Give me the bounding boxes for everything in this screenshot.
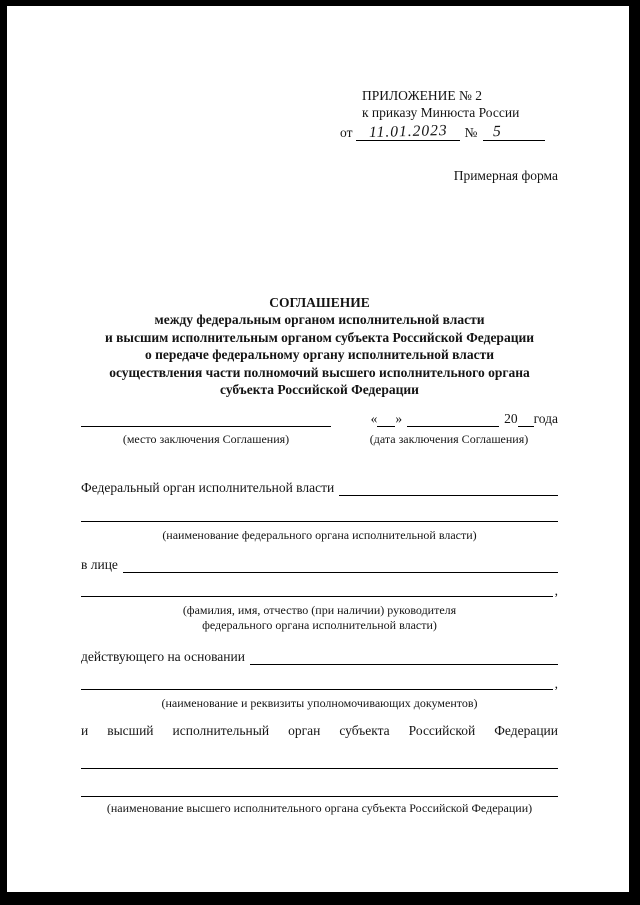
number-sign: № (464, 125, 478, 140)
in-person-label: в лице (81, 556, 118, 572)
federal-body-row (81, 479, 558, 496)
title-line-5: осуществления части полномочий высшего исполнительного органа (109, 364, 530, 380)
docs-caption: (наименование и реквизиты уполномочивающих документов) (161, 695, 478, 710)
acting-blank (250, 648, 558, 665)
date-caption: (дата заключения Соглашения) (369, 432, 529, 447)
place-caption: (место заключения Соглашения) (122, 432, 290, 447)
month-blank-line (407, 413, 499, 427)
appendix-title: ПРИЛОЖЕНИЕ № 2 (362, 88, 483, 103)
blank-line (81, 672, 553, 690)
federal-body-continuation (81, 504, 558, 522)
form-type-label: Примерная форма (453, 168, 558, 183)
federal-body-blank (339, 479, 558, 496)
trailing-comma: , (554, 675, 558, 691)
order-date-row (340, 123, 558, 141)
in-person-continuation (81, 579, 558, 597)
title-line-6: субъекта Российской Федерации (220, 382, 419, 398)
year-blank-line (518, 413, 534, 427)
page-content (7, 87, 629, 817)
subject-blank-2 (81, 779, 558, 797)
blank-line (81, 579, 553, 597)
blank-line (81, 779, 558, 797)
place-date-captions (81, 432, 558, 447)
title-line-2: между федеральным органом исполнительной власти (154, 312, 485, 328)
day-blank-line (377, 413, 395, 427)
place-date-row (81, 411, 558, 427)
handwritten-number-blank (483, 123, 545, 141)
handwritten-number: 5 (493, 122, 503, 141)
year-prefix: 20 (504, 411, 518, 427)
trailing-comma: , (554, 582, 558, 598)
acting-label: действующего на основании (81, 648, 245, 664)
title-line-3: и высшим исполнительным органом субъекта Российской Федерации (104, 329, 535, 345)
date-blank-group (371, 411, 558, 427)
document-page (7, 6, 629, 892)
blank-line (81, 504, 558, 522)
blank-line (81, 751, 558, 769)
person-caption (81, 603, 558, 634)
federal-body-label: Федеральный орган исполнительной власти (81, 480, 335, 496)
year-suffix: года (533, 411, 558, 427)
acting-row (81, 648, 558, 665)
order-reference: к приказу Минюста России (362, 105, 520, 120)
title-line-1: СОГЛАШЕНИЕ (269, 295, 370, 310)
place-blank-line (81, 411, 331, 427)
subject-caption: (наименование высшего исполнительного органа субъекта Российской Федерации) (106, 801, 533, 816)
handwritten-date: 11.01.2023 (368, 121, 448, 142)
document-title (81, 294, 558, 398)
appendix-header (340, 87, 558, 141)
handwritten-date-blank (356, 123, 460, 141)
subject-body-line: и высший исполнительный орган субъекта Российской Федерации (81, 723, 558, 739)
acting-continuation (81, 672, 558, 690)
date-prefix: от (340, 125, 353, 140)
in-person-blank (123, 556, 558, 573)
person-caption-line-2: федерального органа исполнительной власти) (202, 618, 437, 633)
federal-body-caption: (наименование федерального органа исполнительной власти) (162, 528, 477, 543)
person-caption-line-1: (фамилия, имя, отчество (при наличии) руководителя (182, 602, 457, 617)
quote-close: » (395, 411, 403, 427)
in-person-row (81, 556, 558, 573)
quote-open: « (370, 411, 378, 427)
title-line-4: о передаче федеральному органу исполнительной власти (144, 347, 495, 363)
subject-blank-1 (81, 751, 558, 769)
